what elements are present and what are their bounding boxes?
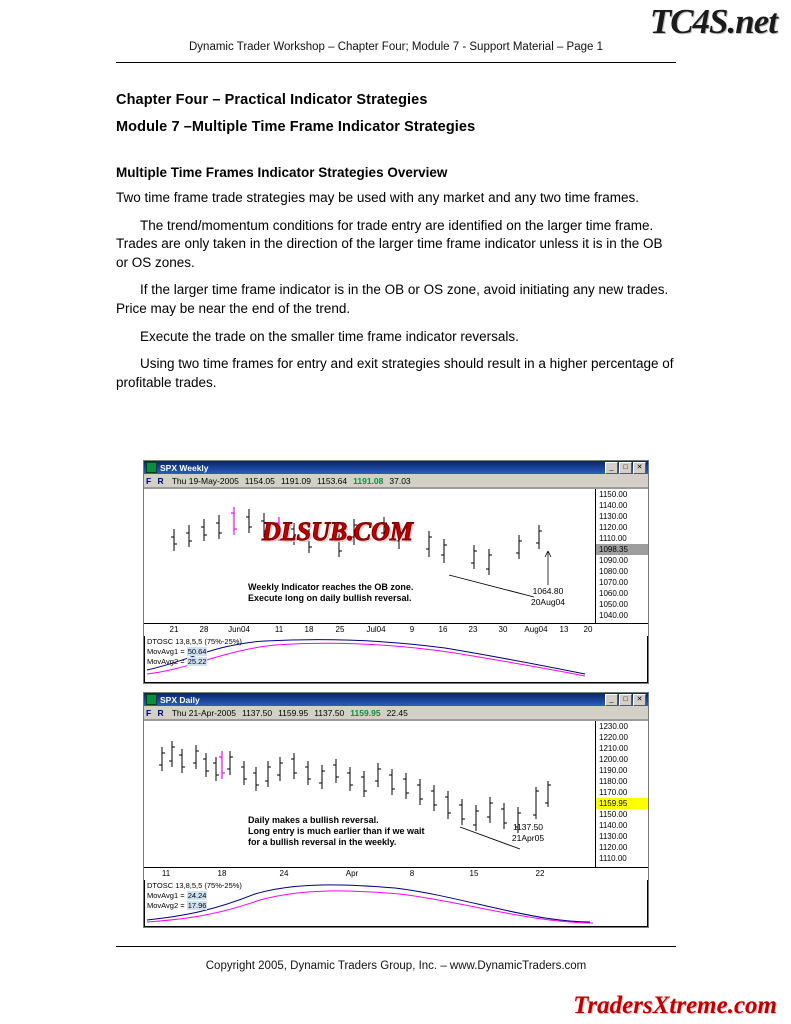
weekly-movavg1-label: MovAvg1 = <box>147 647 185 656</box>
weekly-time-label: 20 <box>583 625 593 634</box>
weekly-quote-low: 1153.64 <box>317 475 348 486</box>
weekly-indicator-name: DTOSC 13,8,5,5 (75%-25%) <box>147 637 242 646</box>
weekly-price-label: 1080.00 <box>599 567 628 576</box>
weekly-quote-line <box>172 476 411 486</box>
daily-quote-open: 1137.50 <box>241 707 273 718</box>
weekly-quote-date: Thu 19-May-2005 <box>171 475 239 486</box>
weekly-price-label: 1110.00 <box>599 534 627 543</box>
weekly-time-label: 9 <box>409 625 415 634</box>
daily-titlebar[interactable] <box>144 693 648 706</box>
weekly-movavg2-value: 25.22 <box>187 657 207 666</box>
daily-callout-date: 21Apr05 <box>511 833 545 843</box>
daily-time-label: 11 <box>161 869 171 878</box>
weekly-price-label: 1140.00 <box>599 501 628 510</box>
daily-window-controls[interactable] <box>605 694 646 706</box>
header-divider <box>116 62 676 63</box>
daily-movavg2-row <box>147 901 207 910</box>
daily-quote-close: 1159.95 <box>350 707 381 718</box>
weekly-time-label: 16 <box>438 625 448 634</box>
tc4s-watermark: TC4S.net <box>649 2 777 41</box>
maximize-icon[interactable]: □ <box>619 694 632 706</box>
daily-price-label: 1210.00 <box>599 744 628 753</box>
daily-price-label: 1130.00 <box>599 832 628 841</box>
weekly-titlebar[interactable] <box>144 461 648 474</box>
daily-annotation-3: for a bullish reversal in the weekly. <box>248 837 397 847</box>
daily-time-label: 18 <box>217 869 227 878</box>
dlsub-watermark: DLSUB.COM <box>262 517 413 546</box>
daily-indicator-pane[interactable] <box>144 880 648 927</box>
close-icon[interactable]: ✕ <box>633 462 646 474</box>
weekly-toolbar[interactable] <box>144 474 648 488</box>
daily-time-label: 15 <box>469 869 479 878</box>
weekly-price-label: 1130.00 <box>599 512 628 521</box>
chart-app-icon <box>146 694 157 705</box>
daily-chart-window[interactable] <box>143 692 649 928</box>
paragraph-5: Using two time frames for entry and exit strategies should result in a higher percentage of profitable trades. <box>116 356 674 390</box>
daily-movavg1-label: MovAvg1 = <box>147 891 185 900</box>
weekly-time-label: 13 <box>559 625 569 634</box>
section-heading: Multiple Time Frames Indicator Strategies Overview <box>116 165 448 180</box>
paragraph-3: If the larger time frame indicator is in the OB or OS zone, avoid initiating any new trades. Price may be near the end of the trend. <box>116 282 669 316</box>
daily-price-label: 1140.00 <box>599 821 628 830</box>
chart-app-icon <box>146 462 157 473</box>
weekly-price-label: 1150.00 <box>599 490 628 499</box>
weekly-time-axis <box>144 623 648 636</box>
weekly-movavg1-row <box>147 647 207 656</box>
weekly-quote-high: 1191.09 <box>280 475 312 486</box>
daily-toolbar[interactable] <box>144 706 648 720</box>
daily-annotation-2: Long entry is much earlier than if we wait <box>248 826 425 836</box>
daily-quote-line <box>172 708 408 718</box>
daily-quote-low: 1137.50 <box>314 707 345 718</box>
daily-indicator-name: DTOSC 13,8,5,5 (75%-25%) <box>147 881 242 890</box>
footer-divider <box>116 946 676 947</box>
daily-movavg2-value: 17.96 <box>187 901 207 910</box>
tradersxtreme-watermark: TradersXtreme.com <box>573 992 777 1019</box>
weekly-time-label: Jun04 <box>228 625 250 634</box>
weekly-indicator-pane[interactable] <box>144 636 648 683</box>
daily-time-label: Apr <box>345 869 359 878</box>
close-icon[interactable]: ✕ <box>633 694 646 706</box>
weekly-window-title: SPX Weekly <box>160 462 209 473</box>
document-content <box>116 92 676 401</box>
daily-time-label: 24 <box>279 869 289 878</box>
weekly-callout-date: 20Aug04 <box>530 597 566 607</box>
daily-movavg2-label: MovAvg2 = <box>147 901 185 910</box>
weekly-time-label: 21 <box>169 625 179 634</box>
weekly-price-label: 1050.00 <box>599 600 628 609</box>
weekly-movavg2-row <box>147 657 207 666</box>
weekly-price-axis <box>595 489 648 623</box>
minimize-icon[interactable]: _ <box>605 462 618 474</box>
daily-chart-body[interactable] <box>144 720 648 867</box>
daily-movavg1-value: 24.24 <box>187 891 207 900</box>
weekly-time-label: 30 <box>498 625 508 634</box>
weekly-quote-change: 37.03 <box>389 475 411 486</box>
weekly-quote-close: 1191.08 <box>353 475 384 486</box>
weekly-price-label: 1120.00 <box>599 523 628 532</box>
daily-time-label: 8 <box>409 869 415 878</box>
daily-callout-price: 1137.50 <box>512 822 544 832</box>
weekly-movavg1-value: 50.64 <box>187 647 207 656</box>
weekly-time-label: 25 <box>335 625 345 634</box>
daily-time-label: 22 <box>535 869 545 878</box>
daily-price-label: 1170.00 <box>599 788 628 797</box>
weekly-price-label: 1060.00 <box>599 589 628 598</box>
daily-annotation-1: Daily makes a bullish reversal. <box>248 815 379 825</box>
weekly-window-controls[interactable] <box>605 462 646 474</box>
weekly-quote-open: 1154.05 <box>244 475 275 486</box>
daily-price-label: 1200.00 <box>599 755 628 764</box>
daily-price-label: 1150.00 <box>599 810 628 819</box>
daily-toolbar-buttons[interactable]: F R <box>146 707 166 718</box>
weekly-time-label: 18 <box>304 625 314 634</box>
daily-price-axis <box>595 721 648 867</box>
charts-area <box>143 460 647 928</box>
daily-quote-change: 22.45 <box>386 707 408 718</box>
daily-quote-date: Thu 21-Apr-2005 <box>171 707 236 718</box>
daily-price-label: 1190.00 <box>599 766 628 775</box>
weekly-time-label: 11 <box>274 625 284 634</box>
weekly-time-label: 28 <box>199 625 209 634</box>
page-header-text: Dynamic Trader Workshop – Chapter Four; Module 7 - Support Material – Page 1 <box>189 41 603 53</box>
weekly-chart-window[interactable] <box>143 460 649 684</box>
weekly-toolbar-buttons[interactable]: F R <box>146 475 166 486</box>
maximize-icon[interactable]: □ <box>619 462 632 474</box>
weekly-price-label: 1070.00 <box>599 578 628 587</box>
daily-current-price-label: 1159.95 <box>596 798 648 809</box>
weekly-chart-body[interactable] <box>144 488 648 623</box>
weekly-price-label: 1090.00 <box>599 556 628 565</box>
weekly-movavg2-label: MovAvg2 = <box>147 657 185 666</box>
minimize-icon[interactable]: _ <box>605 694 618 706</box>
daily-movavg1-row <box>147 891 207 900</box>
weekly-annotation-1: Weekly Indicator reaches the OB zone. <box>248 582 414 592</box>
daily-time-axis <box>144 867 648 880</box>
paragraph-4: Execute the trade on the smaller time frame indicator reversals. <box>140 328 519 344</box>
daily-price-label: 1120.00 <box>599 843 628 852</box>
module-title: Module 7 –Multiple Time Frame Indicator Strategies <box>116 119 476 135</box>
weekly-price-plot[interactable] <box>144 489 596 623</box>
weekly-current-price-label: 1098.35 <box>596 544 648 555</box>
paragraph-1: Two time frame trade strategies may be used with any market and any two time frames. <box>116 190 639 205</box>
daily-price-label: 1180.00 <box>599 777 628 786</box>
weekly-price-label: 1040.00 <box>599 611 628 620</box>
weekly-annotation-2: Execute long on daily bullish reversal. <box>248 593 412 603</box>
daily-quote-high: 1159.95 <box>278 707 309 718</box>
daily-price-label: 1110.00 <box>599 854 627 863</box>
daily-window-title: SPX Daily <box>160 694 200 705</box>
footer-copyright: Copyright 2005, Dynamic Traders Group, Inc. – www.DynamicTraders.com <box>205 960 587 972</box>
daily-price-label: 1230.00 <box>599 722 628 731</box>
daily-price-label: 1220.00 <box>599 733 628 742</box>
weekly-callout-price: 1064.80 <box>532 586 564 596</box>
weekly-time-label: Aug04 <box>524 625 548 634</box>
paragraph-2: The trend/momentum conditions for trade entry are identified on the larger time frame. Trades are only taken in the direction of the larger time frame indicator unless it is in the OB or OS zones. <box>116 217 663 270</box>
daily-price-plot[interactable] <box>144 721 596 867</box>
chapter-title: Chapter Four – Practical Indicator Strategies <box>116 92 428 108</box>
weekly-time-label: Jul04 <box>366 625 386 634</box>
weekly-time-label: 23 <box>468 625 478 634</box>
